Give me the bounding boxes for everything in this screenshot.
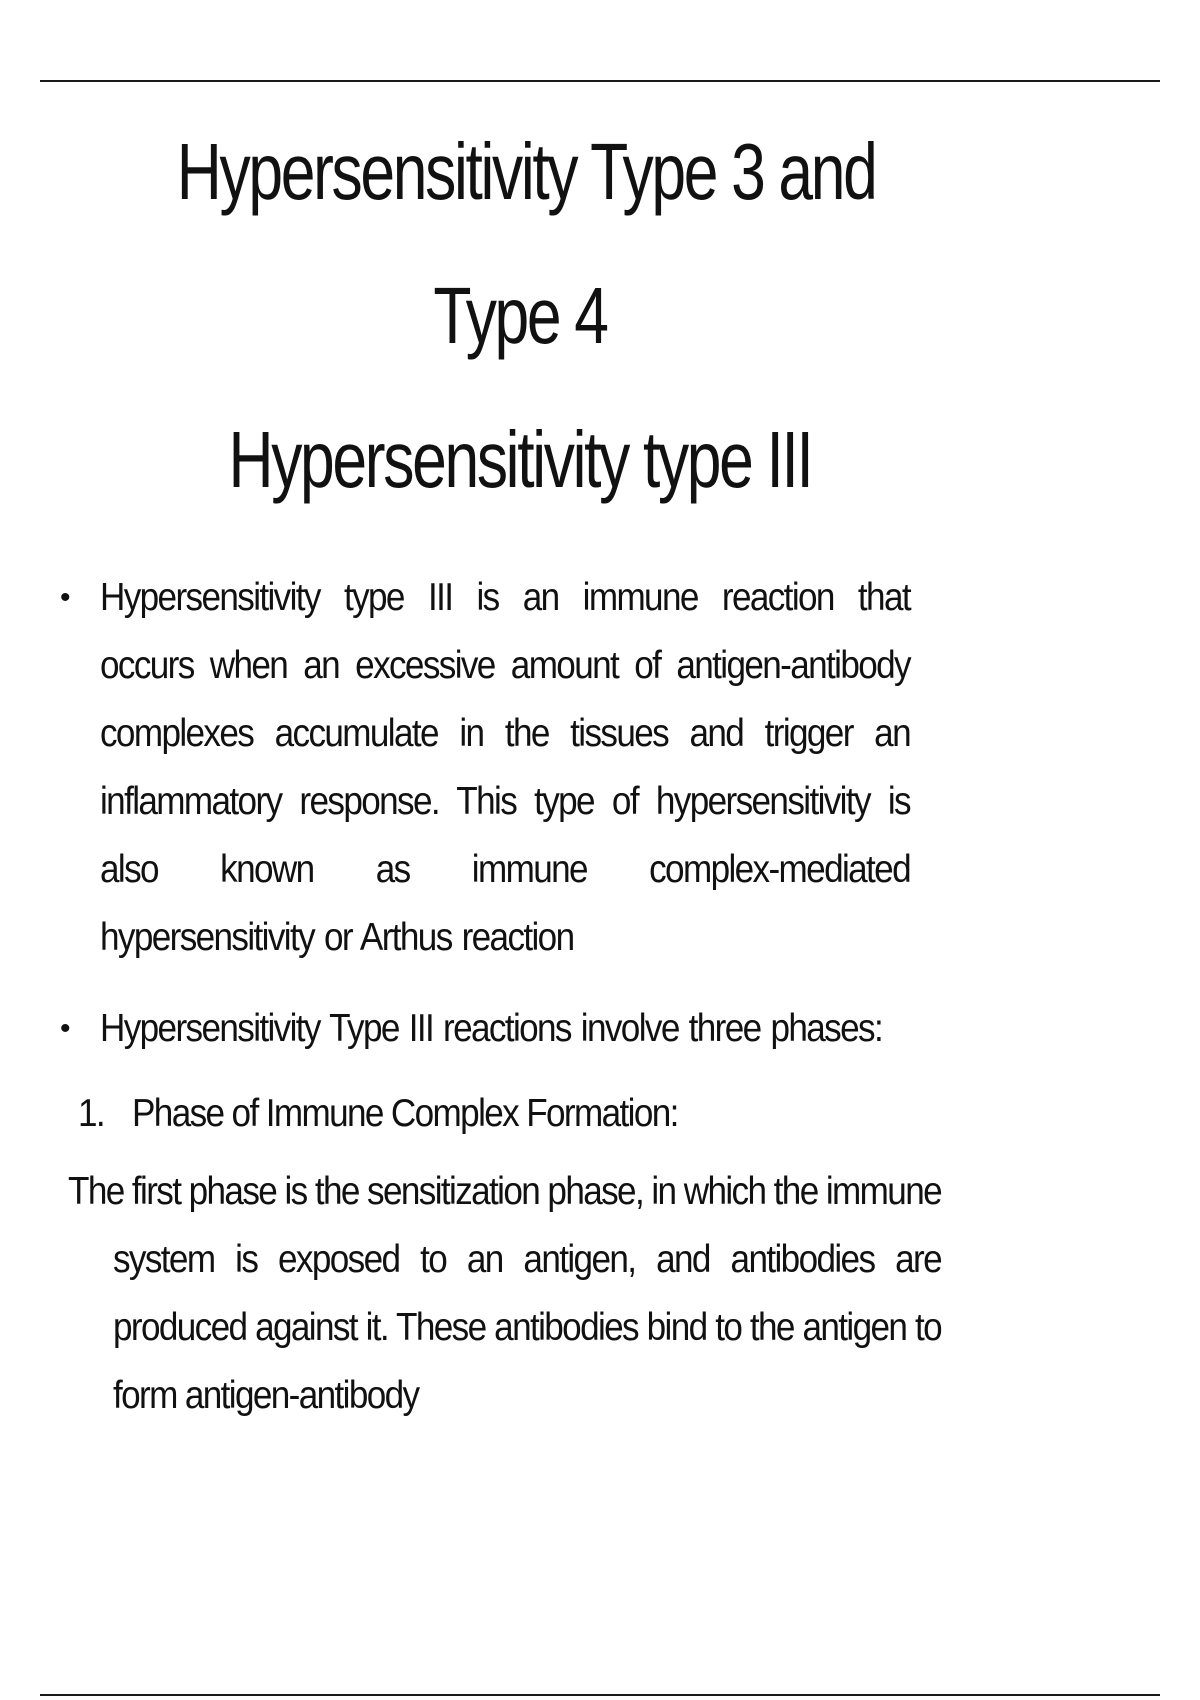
numbered-item-text: Phase of Immune Complex Formation: [132, 1092, 678, 1135]
bullet-item-phases [60, 995, 960, 1063]
phase-description-paragraph: The first phase is the sensitization phase, in which the immune system is exposed to an antigen, and antibodies are produced against it. These antibodies bind to the antigen to form antigen-antibody [68, 1170, 941, 1417]
title-line-2: Type 4 [433, 271, 607, 360]
bullet-text-phases: Hypersensitivity Type III reactions involve three phases: [100, 1007, 883, 1050]
top-divider [40, 80, 1160, 82]
bottom-divider [40, 1694, 1160, 1696]
bullet-item-definition [60, 564, 960, 972]
bullet-icon: • [60, 1012, 71, 1045]
numbered-item-phase-1 [78, 1080, 852, 1148]
section-heading: Hypersensitivity type III [228, 415, 812, 504]
page-title [80, 100, 960, 532]
list-number: 1. [78, 1092, 105, 1135]
bullet-icon: • [60, 581, 71, 614]
bullet-text-definition: Hypersensitivity type III is an immune reaction that occurs when an excessive amount of antigen-antibody complexes accumulate in the tissues and trigger an inflammatory response. This type of hypersensitivity is also known as immune complex-mediated hypersensitivity or Arthus reaction [100, 576, 910, 959]
title-line-1: Hypersensitivity Type 3 and [176, 127, 876, 216]
